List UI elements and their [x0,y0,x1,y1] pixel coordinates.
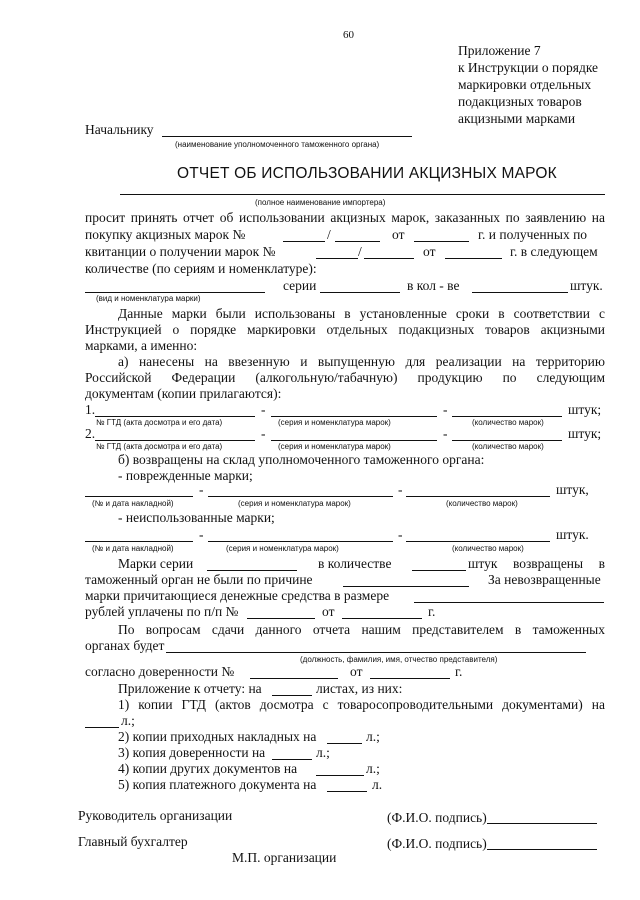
attachment-item: 4) копии других документов на [118,761,298,776]
series-caption: (серия и номенклатура марок) [226,544,339,553]
slash: / [358,244,362,259]
accountant-label: Главный бухгалтер [78,834,188,849]
sheets-other-field[interactable] [316,775,364,776]
sheets-gtd-field[interactable] [85,727,119,728]
dash: - [199,482,204,497]
dash: - [199,527,204,542]
units-label: штук; [568,402,602,417]
addressee-caption: (наименование уполномоченного таможенного органа) [175,140,380,149]
not-returned-text: За невозвращенные [488,572,601,587]
quantity-field[interactable] [472,292,568,293]
application-number-field-2[interactable] [335,241,380,242]
attachment-item: 3) копия доверенности на [118,745,266,760]
units-label: штук. [570,278,603,293]
used-line: а) нанесены на ввезенную и выпущенную для реализации на территорию [118,354,605,369]
date-from-label: от [322,604,335,619]
returned-text: б) возвращены на склад уполномоченного таможенного органа: [118,452,485,467]
series-caption: (серия и номенклатура марок) [278,442,391,451]
dash: - [443,402,448,417]
stamp-kind-field[interactable] [85,292,265,293]
gtd-caption: № ГТД (акта досмотра и его дата) [96,418,223,427]
accountant-signature-caption: (Ф.И.О. подпись) [387,836,487,851]
units-label: штук; [568,426,602,441]
dash: - [398,482,403,497]
quantity-caption: (количество марок) [452,544,524,553]
used-line: Данные марки были использованы в установленные сроки в соответствии с [118,306,605,321]
sheets-unit: л. [372,777,383,792]
document-title: ОТЧЕТ ОБ ИСПОЛЬЗОВАНИИ АКЦИЗНЫХ МАРОК [177,165,557,182]
row-number: 2. [85,426,96,441]
sheets-unit: л.; [366,729,380,744]
not-returned-text: таможенный орган не были по причине [85,572,313,587]
quantity-caption: (количество марок) [472,418,544,427]
amount-field[interactable] [414,602,604,603]
intro-text: количестве (по сериям и номенклатуре): [85,261,317,276]
addressee-label: Начальнику [85,122,154,137]
sheets-poa-field[interactable] [272,759,312,760]
used-line: Российской Федерации (алкогольную/табачную) продукцию по следующим [85,370,605,385]
receipt-date-field[interactable] [445,258,502,259]
used-line: Инструкцией о порядке маркировки отдельных подакцизных товаров акцизными [85,322,605,337]
reason-field[interactable] [343,586,469,587]
addressee-field[interactable] [162,136,412,137]
payment-date-field[interactable] [342,618,422,619]
head-signature-field[interactable] [487,823,597,824]
series-field-2[interactable] [271,440,437,441]
appendix-line: акцизными марками [458,111,576,126]
attachment-text: листах, из них: [316,681,403,696]
not-returned-text: штук возвращены в [468,556,605,571]
representative-field[interactable] [166,652,586,653]
representative-caption: (должность, фамилия, имя, отчество представителя) [300,655,498,664]
application-date-field[interactable] [414,241,469,242]
intro-text: покупку акцизных марок № [85,227,246,242]
damaged-quantity-field[interactable] [406,496,550,497]
date-from-label: от [423,244,436,259]
quantity-label: в кол - ве [407,278,460,293]
sheets-total-field[interactable] [272,695,312,696]
sheets-invoices-field[interactable] [327,743,362,744]
gtd-field-1[interactable] [95,416,255,417]
appendix-line: к Инструкции о порядке [458,60,599,75]
used-line: документам (копии прилагаются): [85,386,282,401]
unused-label: - неиспользованные марки; [118,510,275,525]
not-returned-series-field[interactable] [207,570,297,571]
unused-series-field[interactable] [208,541,393,542]
not-returned-text: рублей уплачены по п/п № [85,604,239,619]
representative-text: По вопросам сдачи данного отчета нашим представителем в таможенных [118,622,605,637]
accountant-signature-field[interactable] [487,849,597,850]
attachment-item: 5) копия платежного документа на [118,777,317,792]
stamp-place: М.П. организации [232,850,337,865]
application-number-field[interactable] [283,241,325,242]
power-of-attorney-date-field[interactable] [370,678,450,679]
units-label: штук, [556,482,589,497]
appendix-line: подакцизных товаров [458,94,582,109]
unused-quantity-field[interactable] [406,541,550,542]
sheets-payment-field[interactable] [327,791,367,792]
series-field-1[interactable] [271,416,437,417]
row-number: 1. [85,402,96,417]
year-label: г. [428,604,436,619]
damaged-label: - поврежденные марки; [118,468,253,483]
receipt-number-field[interactable] [316,258,358,259]
quantity-caption: (количество марок) [446,499,518,508]
not-returned-qty-field[interactable] [412,570,466,571]
attachment-item: 2) копии приходных накладных на [118,729,317,744]
representative-text: органах будет [85,638,165,653]
head-label: Руководитель организации [78,808,233,823]
dash: - [398,527,403,542]
attachment-text: Приложение к отчету: на [118,681,262,696]
series-caption: (серия и номенклатура марок) [238,499,351,508]
quantity-field-1[interactable] [452,416,562,417]
intro-text: г. и полученных по [478,227,588,242]
sheets-unit: л.; [316,745,330,760]
damaged-invoice-field[interactable] [85,496,193,497]
payment-order-field[interactable] [247,618,315,619]
gtd-field-2[interactable] [95,440,255,441]
page-number: 60 [343,29,354,41]
date-from-label: от [350,664,363,679]
importer-field[interactable] [120,194,605,195]
not-returned-text: марки причитающиеся денежные средства в размере [85,588,390,603]
slash: / [327,227,331,242]
intro-text: квитанции о получении марок № [85,244,276,259]
dash: - [261,426,266,441]
kind-caption: (вид и номенклатура марки) [96,294,201,303]
head-signature-caption: (Ф.И.О. подпись) [387,810,487,825]
units-label: штук. [556,527,589,542]
not-returned-text: в количестве [318,556,392,571]
invoice-caption: (№ и дата накладной) [92,499,174,508]
series-caption: (серия и номенклатура марок) [278,418,391,427]
year-label: г. [455,664,463,679]
series-label: серии [283,278,317,293]
date-from-label: от [392,227,405,242]
invoice-caption: (№ и дата накладной) [92,544,174,553]
attachment-item: 1) копии ГТД (актов досмотра с товаросопроводительными документами) на [118,697,605,712]
not-returned-text: Марки серии [118,556,194,571]
appendix-line: Приложение 7 [458,43,541,58]
representative-text: согласно доверенности № [85,664,235,679]
sheets-unit: л.; [366,761,380,776]
intro-line: просит принять отчет об использовании акцизных марок, заказанных по заявлению на [85,210,605,225]
dash: - [443,426,448,441]
sheets-unit: л.; [121,713,135,728]
damaged-series-field[interactable] [208,496,393,497]
used-line: марками, а именно: [85,338,198,353]
dash: - [261,402,266,417]
intro-text: г. в следующем [510,244,598,259]
series-field[interactable] [320,292,400,293]
power-of-attorney-number-field[interactable] [250,678,338,679]
quantity-caption: (количество марок) [472,442,544,451]
appendix-line: маркировки отдельных [458,77,592,92]
receipt-number-field-2[interactable] [364,258,414,259]
importer-caption: (полное наименование импортера) [255,198,386,207]
quantity-field-2[interactable] [452,440,562,441]
unused-invoice-field[interactable] [85,541,193,542]
gtd-caption: № ГТД (акта досмотра и его дата) [96,442,223,451]
